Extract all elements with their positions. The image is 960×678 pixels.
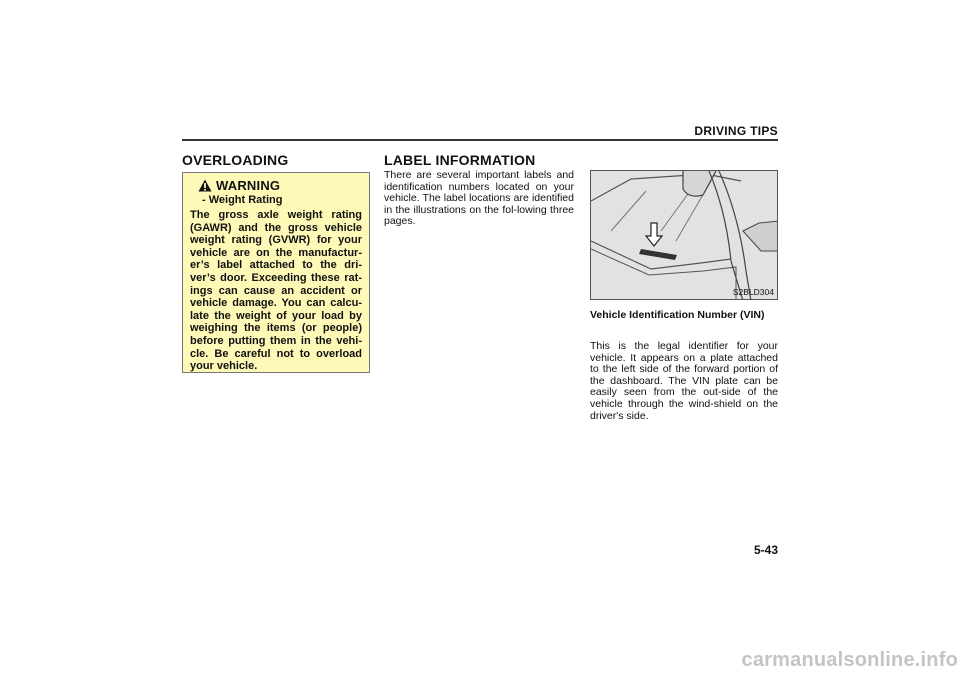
warning-box [182, 172, 370, 373]
section-header-title: DRIVING TIPS [694, 124, 778, 138]
header-divider [182, 139, 778, 141]
label-information-heading: LABEL INFORMATION [384, 152, 536, 168]
warning-title: WARNING [216, 178, 281, 193]
overloading-heading: OVERLOADING [182, 152, 289, 168]
figure-code: S2BLD304 [732, 287, 774, 297]
warning-body: The gross axle weight rating (GAWR) and the gross vehicle weight rating (GVWR) for your vehicle are on the manufactur-er’s label attached to the dri-ver’s door. Exceeding these rat-ings can cause an accident or vehicle damage. You can calcu-late the weight of your load by weighing the items (or people) before putting them in the vehi-cle. Be careful not to overload your vehicle. [190, 209, 362, 373]
label-information-intro: There are several important labels and identification numbers located on your vehicle. The label locations are identified in the illustrations on the fol-lowing three pages. [384, 169, 574, 228]
vin-heading: Vehicle Identification Number (VIN) [590, 309, 765, 321]
warning-subtitle: - Weight Rating [202, 194, 283, 206]
warning-triangle-icon [198, 179, 212, 192]
warning-header [198, 178, 362, 193]
page-number: 5-43 [753, 543, 778, 557]
vin-body: This is the legal identifier for your vehicle. It appears on a plate attached to the left side of the forward portion of the dashboard. The VIN plate can be easily seen from the out-side of the vehicle through the wind-shield on the driver's side. [590, 340, 778, 422]
vin-plate-illustration [590, 170, 778, 300]
watermark: carmanualsonline.info [741, 649, 958, 671]
